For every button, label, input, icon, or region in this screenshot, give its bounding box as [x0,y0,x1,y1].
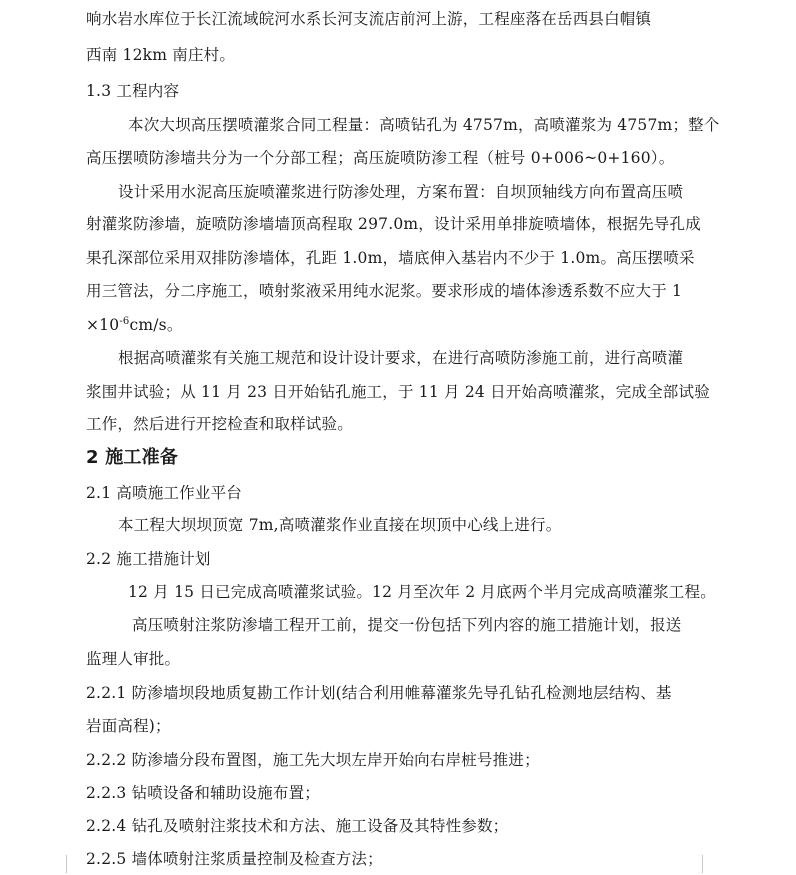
section-1-3-title: 1.3 工程内容 [86,82,180,100]
para-design-line-1: 设计采用水泥高压旋喷灌浆进行防渗处理，方案布置：自坝顶轴线方向布置高压喷 [118,183,684,201]
permeability-unit: cm/s。 [129,316,183,334]
para-test-line-1: 根据高喷灌浆有关施工规范和设计设计要求，在进行高喷防渗施工前，进行高喷灌 [118,349,684,367]
para-design-line-3: 果孔深部位采用双排防渗墙体，孔距 1.0m，墙底伸入基岩内不少于 1.0m。高压摆喷采 [86,249,695,267]
section-2-1-body: 本工程大坝坝顶宽 7m,高喷灌浆作业直接在坝顶中心线上进行。 [118,516,562,534]
section-2-1-title: 2.1 高喷施工作业平台 [86,484,242,502]
section-2-2-title: 2.2 施工措施计划 [86,550,211,568]
para-location-line-1: 响水岩水库位于长江流域皖河水系长河支流店前河上游，工程座落在岳西县白帽镇 [86,10,652,28]
section-2-2-body-1: 12 月 15 日已完成高喷灌浆试验。12 月至次年 2 月底两个半月完成高喷灌浆工程。 [128,583,716,601]
item-2-2-1-line-2: 岩面高程)； [86,717,171,735]
heading-section-2: 2 施工准备 [86,447,178,468]
para-scope-line-1: 本次大坝高压摆喷灌浆合同工程量：高喷钻孔为 4757m，高喷灌浆为 4757m；整个 [128,116,720,134]
page-margin-corner-right [702,855,721,873]
permeability-prefix: ×10 [86,316,120,334]
para-design-line-4: 用三管法，分二序施工，喷射浆液采用纯水泥浆。要求形成的墙体渗透系数不应大于 1 [86,282,683,300]
permeability-exponent: -6 [119,315,130,327]
item-2-2-1-line-1: 2.2.1 防渗墙坝段地质复勘工作计划(结合利用帷幕灌浆先导孔钻孔检测地层结构、基 [86,684,672,702]
item-2-2-2: 2.2.2 防渗墙分段布置图，施工先大坝左岸开始向右岸桩号推进； [86,751,540,769]
para-test-line-3: 工作，然后进行开挖检查和取样试验。 [86,415,353,433]
section-2-2-body-2a: 高压喷射注浆防渗墙工程开工前，提交一份包括下列内容的施工措施计划，报送 [132,616,682,634]
item-2-2-3: 2.2.3 钻喷设备和辅助设施布置； [86,784,320,802]
para-test-line-2: 浆围井试验；从 11 月 23 日开始钻孔施工，于 11 月 24 日开始高喷灌浆，完成全部试验 [86,383,710,401]
item-2-2-4: 2.2.4 钻孔及喷射注浆技术和方法、施工设备及其特性参数； [86,817,509,835]
para-location-line-2: 西南 12km 南庄村。 [86,46,236,64]
page-margin-corner-left [48,855,67,873]
para-design-line-2: 射灌浆防渗墙，旋喷防渗墙墙顶高程取 297.0m，设计采用单排旋喷墙体，根据先导孔成 [86,215,701,233]
para-design-line-5 [86,315,183,335]
section-2-2-body-2b: 监理人审批。 [86,650,181,668]
para-scope-line-2: 高压摆喷防渗墙共分为一个分部工程；高压旋喷防渗工程（桩号 0+006~0+160）。 [86,149,675,167]
item-2-2-5: 2.2.5 墙体喷射注浆质量控制及检查方法； [86,850,383,868]
